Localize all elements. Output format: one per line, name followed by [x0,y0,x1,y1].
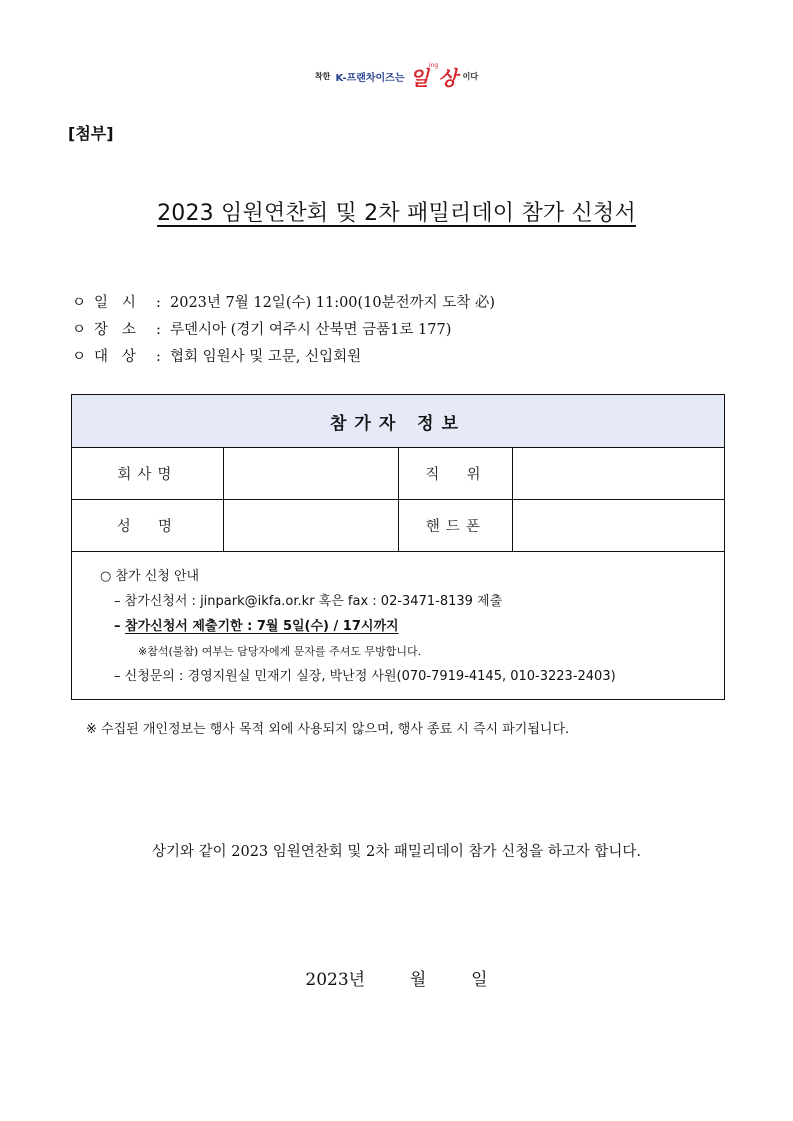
company-label: 회사명 [72,448,224,500]
logo-big-2: 상 [438,66,458,90]
guide-submit-line: – 참가신청서 : jinpark@ikfa.or.kr 혹은 fax : 02-3471-8139 제출 [114,594,503,609]
signature-date [0,965,793,990]
date-year: 2023년 [305,970,366,990]
deadline-text: 참가신청서 제출기한 : 7월 5일(수) / 17시까지 [125,619,399,634]
date-month: 월 [409,970,427,990]
date-day: 일 [471,970,488,990]
info-value: 루덴시아 (경기 여주시 산북면 금품1로 177) [170,322,452,338]
logo-sup: ing [428,62,439,69]
statement: 상기와 같이 2023 임원연찬회 및 2차 패밀리데이 참가 신청을 하고자 합니다. [151,844,642,860]
info-separator: : [156,322,161,338]
info-bullet: ㅇ [72,349,87,365]
deadline-dash: – [114,619,121,634]
info-separator: : [156,349,161,365]
event-info [72,290,495,371]
position-label: 직 위 [399,448,513,500]
guide-heading: ○ 참가 신청 안내 [100,569,200,584]
info-label: 일 시 [94,295,136,311]
info-row-target [72,344,495,371]
page-title: 2023 임원연찬회 및 2차 패밀리데이 참가 신청서 [157,201,636,226]
guide-contact-line: – 신청문의 : 경영지원실 민재기 실장, 박난정 사원(070-7919-4145, 010-3223-2403) [114,669,616,684]
info-label: 장 소 [94,322,136,338]
position-field[interactable] [513,448,725,500]
info-bullet: ㅇ [72,322,87,338]
info-row-date [72,290,495,317]
info-separator: : [156,295,161,311]
info-value: 협회 임원사 및 고문, 신입회원 [170,349,362,365]
name-label: 성 명 [72,500,224,552]
guide-small-note: ※참석(불참) 여부는 담당자에게 문자를 주셔도 무방합니다. [138,645,422,658]
guide-deadline-line [100,614,724,639]
page-title-wrap [0,196,793,227]
logo-prefix: 착한 [314,72,331,81]
company-field[interactable] [223,448,399,500]
info-row-place [72,317,495,344]
name-field[interactable] [223,500,399,552]
privacy-note: ※ 수집된 개인정보는 행사 목적 외에 사용되지 않으며, 행사 종료 시 즉시 파기됩니다. [86,722,570,737]
info-bullet: ㅇ [72,295,87,311]
info-label: 대 상 [94,349,136,365]
attachment-label: [첨부] [68,124,114,143]
phone-label: 핸드폰 [399,500,513,552]
phone-field[interactable] [513,500,725,552]
application-guide [72,552,725,700]
info-value: 2023년 7월 12일(수) 11:00(10분전까지 도착 必) [170,295,496,311]
logo [0,62,793,96]
logo-suffix: 이다 [462,72,479,81]
application-form [71,394,725,700]
logo-brand: K-프랜차이즈는 [335,73,405,84]
form-header: 참가자 정보 [72,395,725,448]
logo-big-1: 일 [409,66,429,90]
